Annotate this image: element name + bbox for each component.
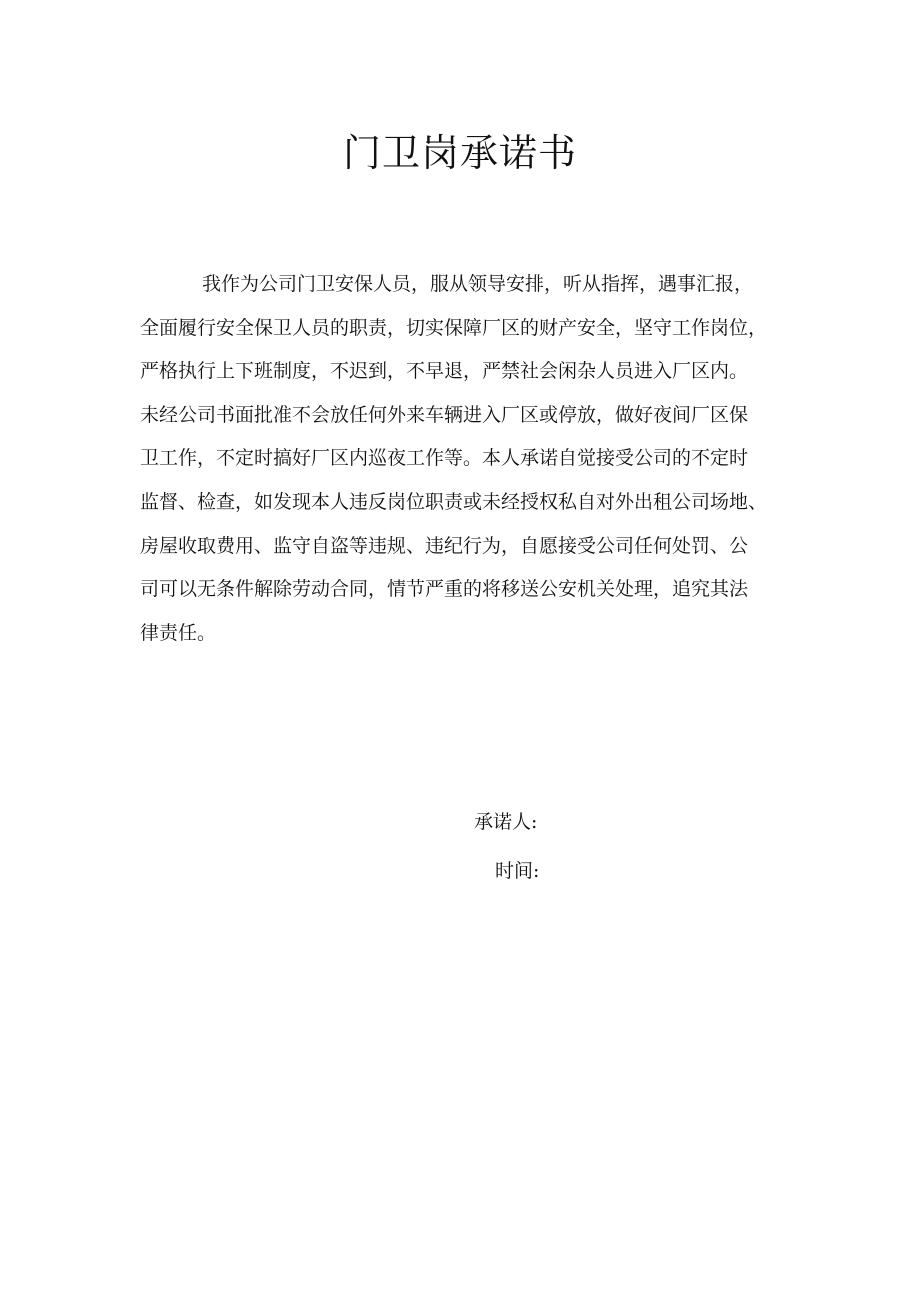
promisor-label: 承诺人: [474, 811, 538, 833]
commitment-body [140, 263, 810, 655]
body-line-9: 律责任。 [140, 621, 217, 644]
date-label: 时间: [495, 860, 540, 882]
body-line-5: 卫工作，不定时搞好厂区内巡夜工作等。本人承诺自觉接受公司的不定时 [140, 447, 749, 470]
body-line-3: 严格执行上下班制度，不迟到，不早退，严禁社会闲杂人员进入厂区内。 [140, 360, 749, 383]
body-line-2: 全面履行安全保卫人员的职责，切实保障厂区的财产安全，坚守工作岗位， [140, 316, 768, 339]
body-line-6: 监督、检查，如发现本人违反岗位职责或未经授权私自对外出租公司场地、 [140, 490, 768, 513]
body-line-1: 我作为公司门卫安保人员，服从领导安排，听从指挥，遇事汇报， [202, 273, 754, 295]
document-title: 门卫岗承诺书 [342, 131, 577, 175]
body-line-7: 房屋收取费用、监守自盗等违规、违纪行为，自愿接受公司任何处罚、公 [140, 534, 749, 557]
body-line-4: 未经公司书面批准不会放任何外来车辆进入厂区或停放，做好夜间厂区保 [140, 403, 749, 426]
body-line-8: 司可以无条件解除劳动合同，情节严重的将移送公安机关处理，追究其法 [140, 578, 749, 601]
